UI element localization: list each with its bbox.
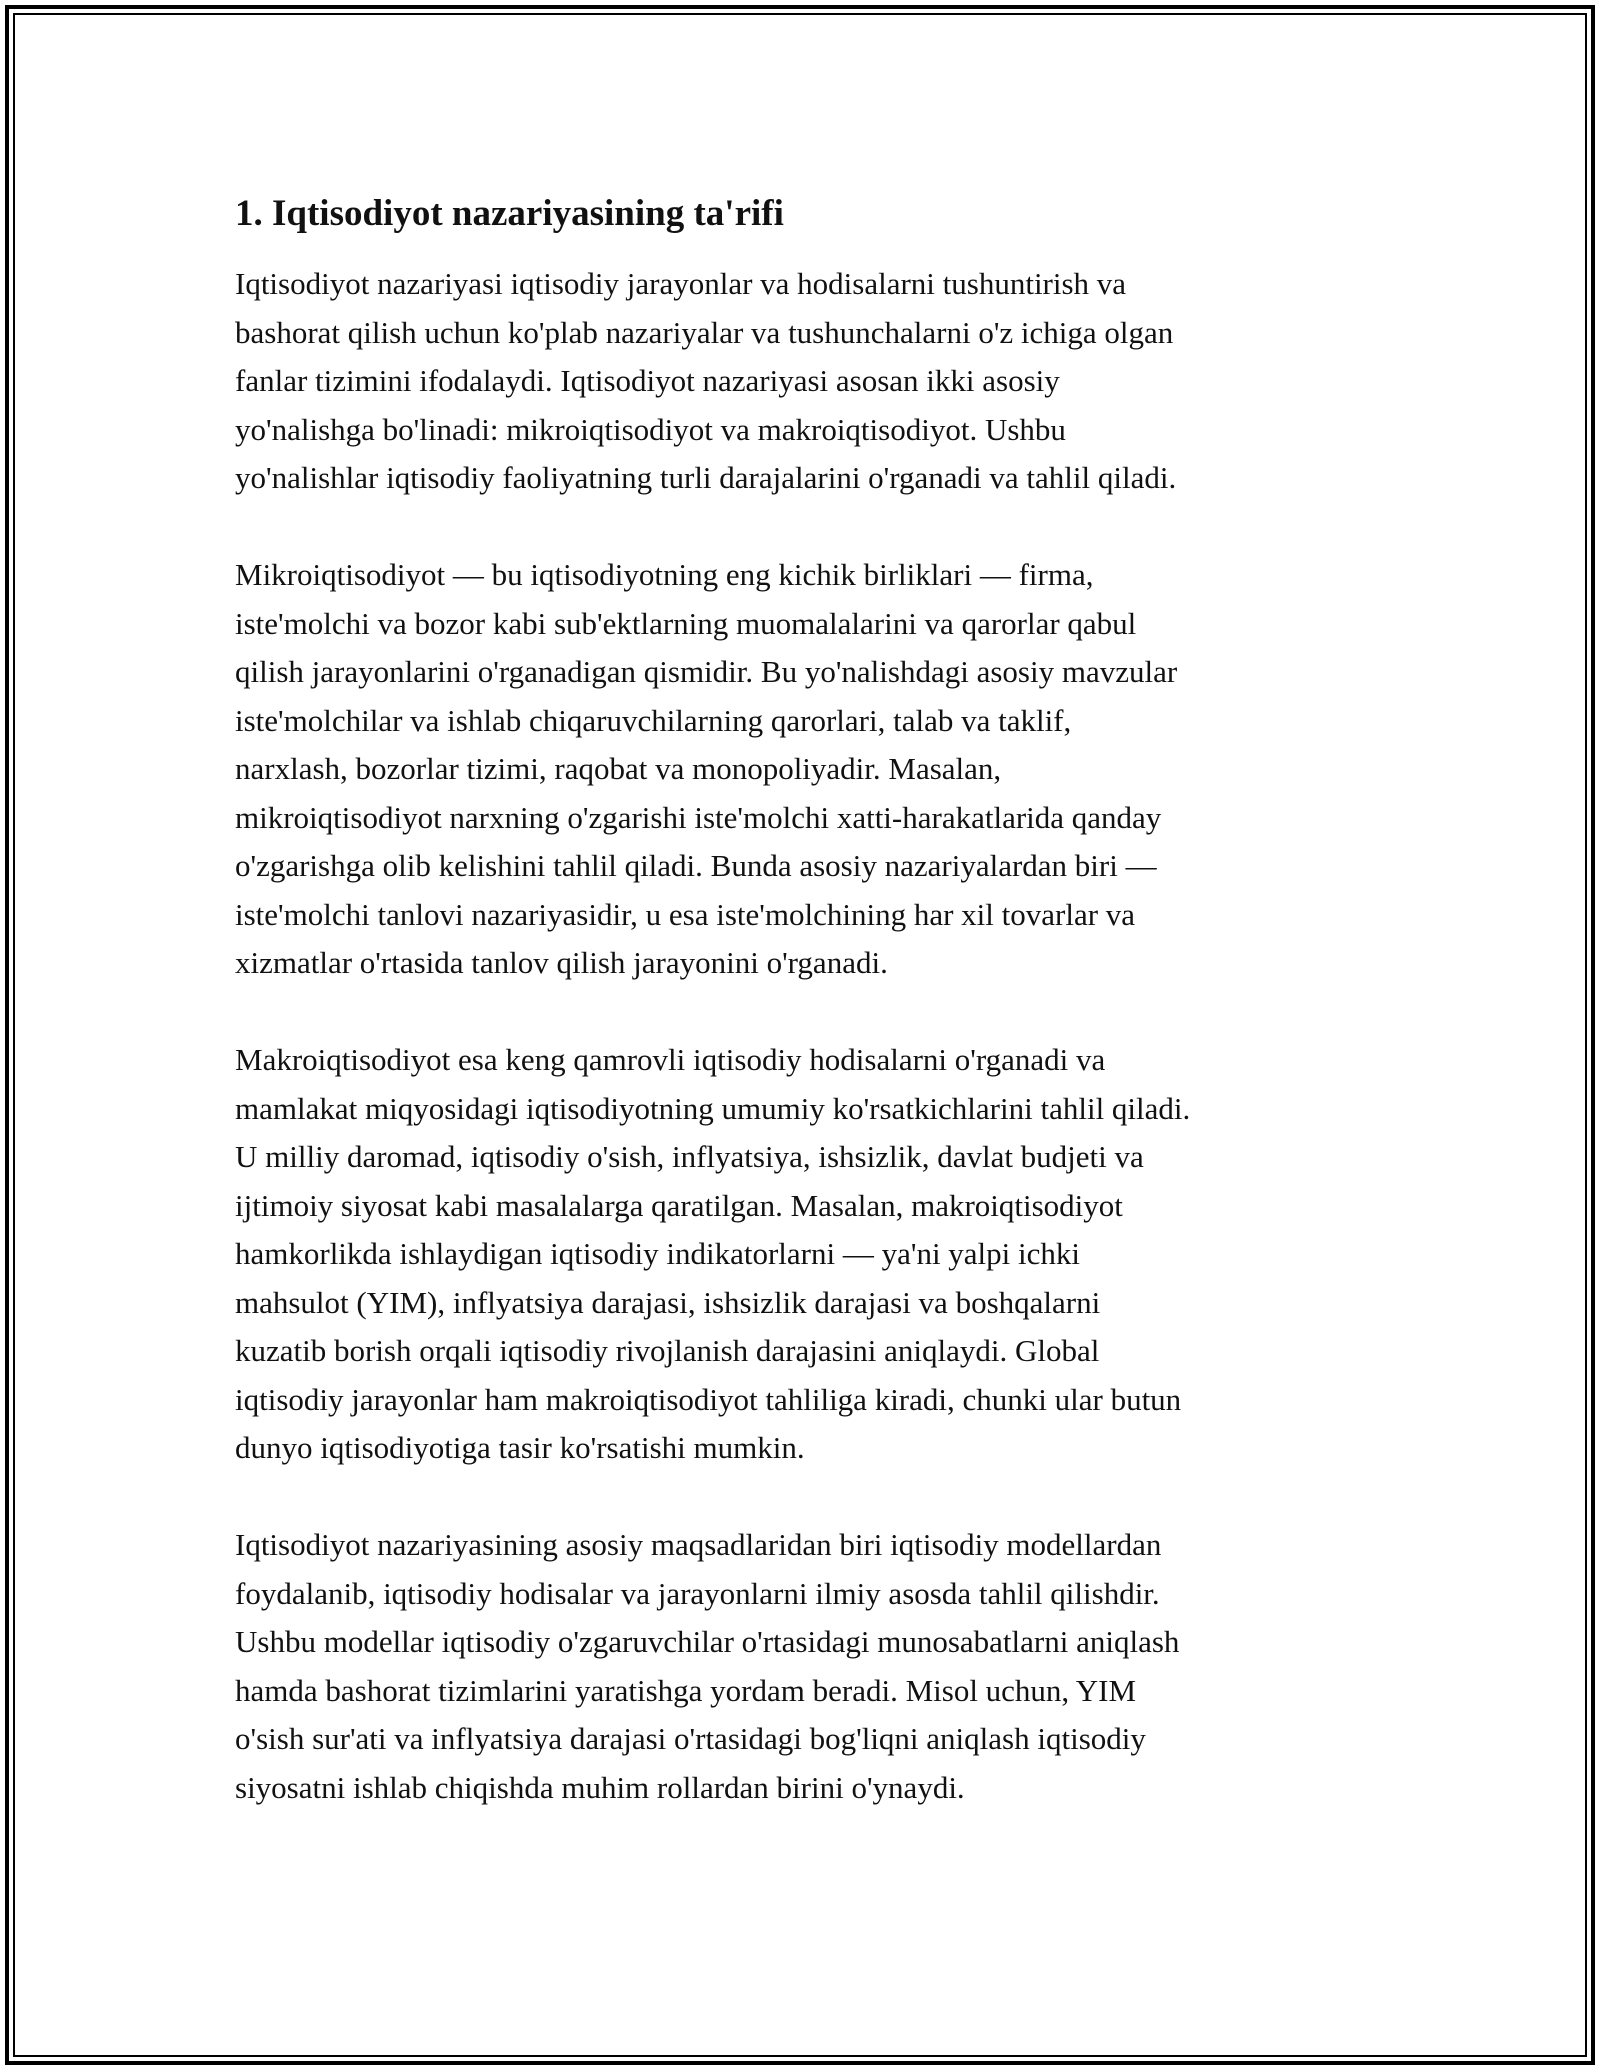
paragraph-macroeconomics: Makroiqtisodiyot esa keng qamrovli iqtisodiy hodisalarni o'rganadi va mamlakat miqyosidagi iqtisodiyotning umumiy ko'rsatkichlarini tahlil qiladi. U milliy daromad, iqtisodiy o'sish, inflyatsiya, ishsizlik, davlat budjeti va ijtimoiy siyosat kabi masalalarga qaratilgan. Masalan, makroiqtisodiyot hamkorlikda ishlaydigan iqtisodiy indikatorlarni — ya'ni yalpi ichki mahsulot (YIM), inflyatsiya darajasi, ishsizlik darajasi va boshqalarni kuzatib borish orqali iqtisodiy rivojlanish darajasini aniqlaydi. Global iqtisodiy jarayonlar ham makroiqtisodiyot tahliliga kiradi, chunki ular butun dunyo iqtisodiyotiga tasir ko'rsatishi mumkin. — [235, 1042, 1191, 1465]
paragraph-models: Iqtisodiyot nazariyasining asosiy maqsadlaridan biri iqtisodiy modellardan foydalanib, iqtisodiy hodisalar va jarayonlarni ilmiy asosda tahlil qilishdir. Ushbu modellar iqtisodiy o'zgaruvchilar o'rtasidagi munosabatlarni aniqlash hamda bashorat tizimlarini yaratishga yordam beradi. Misol uchun, YIM o'sish sur'ati va inflyatsiya darajasi o'rtasidagi bog'liqni aniqlash iqtisodiy siyosatni ishlab chiqishda muhim rollardan birini o'ynaydi. — [235, 1527, 1180, 1805]
paragraph-microeconomics: Mikroiqtisodiyot — bu iqtisodiyotning eng kichik birliklari — firma, iste'molchi va bozor kabi sub'ektlarning muomalalarini va qarorlar qabul qilish jarayonlarini o'rganadigan qismidir. Bu yo'nalishdagi asosiy mavzular iste'molchilar va ishlab chiqaruvchilarning qarorlari, talab va taklif, narxlash, bozorlar tizimi, raqobat va monopoliyadir. Masalan, mikroiqtisodiyot narxning o'zgarishi iste'molchi xatti-harakatlarida qanday o'zgarishga olib kelishini tahlil qiladi. Bunda asosiy nazariyalardan biri — iste'molchi tanlovi nazariyasidir, u esa iste'molchining har xil tovarlar va xizmatlar o'rtasida tanlov qilish jarayonini o'rganadi. — [235, 557, 1178, 980]
paragraph-definition: Iqtisodiyot nazariyasi iqtisodiy jarayonlar va hodisalarni tushuntirish va bashorat qilish uchun ko'plab nazariyalar va tushunchalarni o'z ichiga olgan fanlar tizimini ifodalaydi. Iqtisodiyot nazariyasi asosan ikki asosiy yo'nalishga bo'linadi: mikroiqtisodiyot va makroiqtisodiyot. Ushbu yo'nalishlar iqtisodiy faoliyatning turli darajalarini o'rganadi va tahlil qiladi. — [235, 266, 1177, 495]
section-heading: 1. Iqtisodiyot nazariyasining ta'rifi — [235, 193, 784, 234]
document-body — [235, 190, 1375, 1812]
